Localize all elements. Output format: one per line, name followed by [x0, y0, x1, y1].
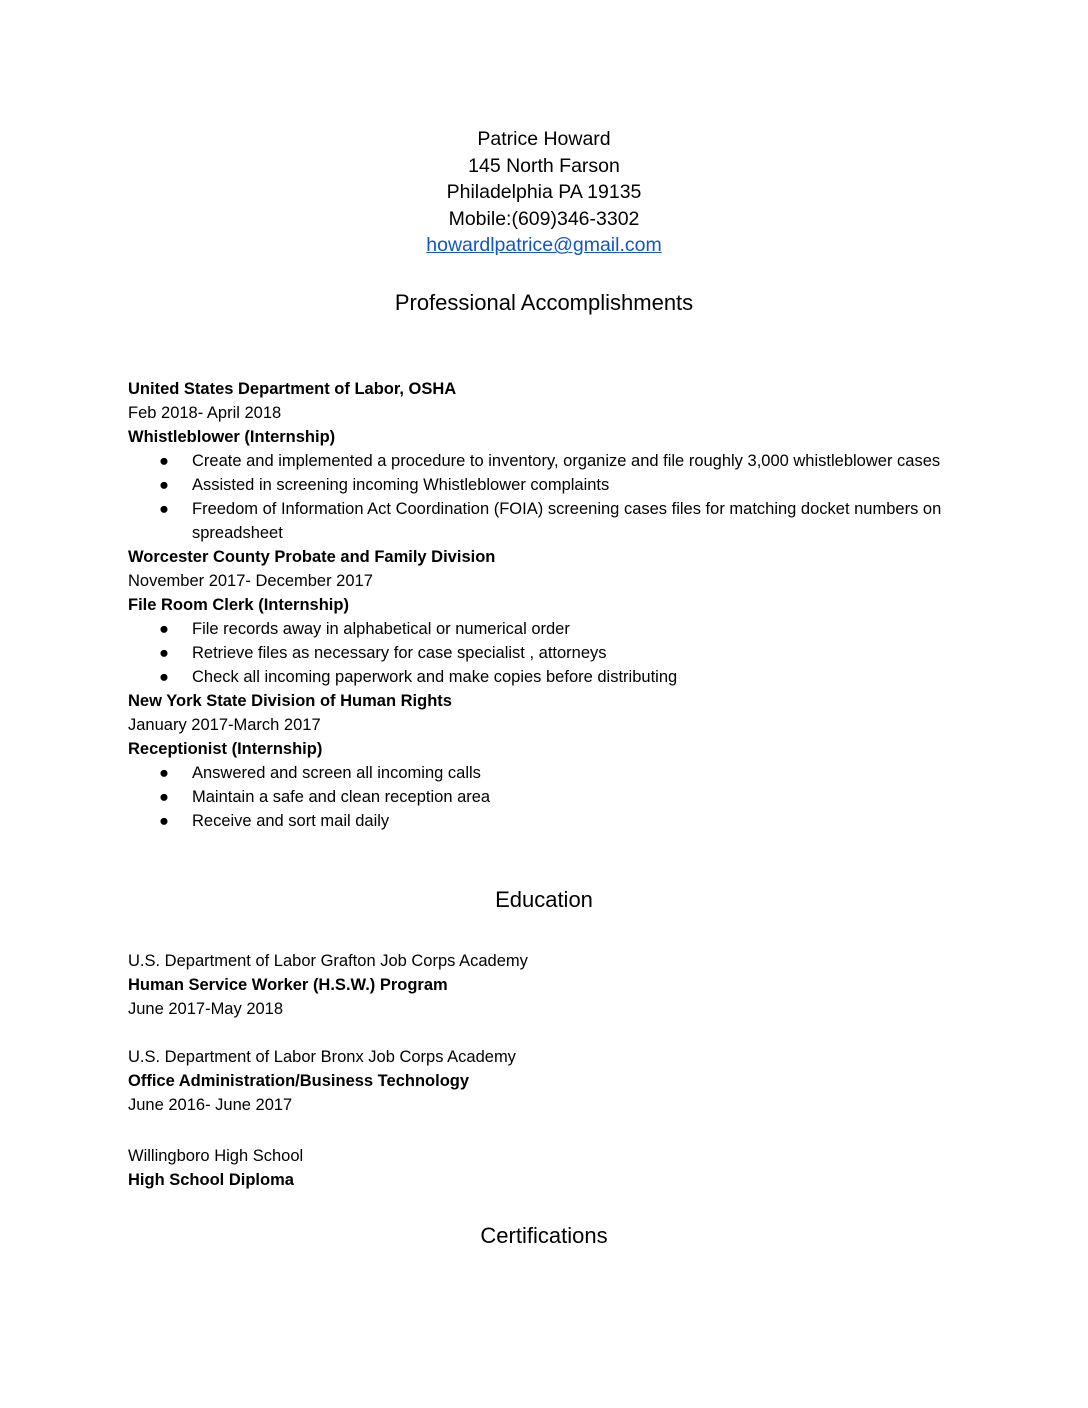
- list-item: ● File records away in alphabetical or numerical order: [128, 617, 968, 641]
- list-item: ● Freedom of Information Act Coordination (FOIA) screening cases files for matching docket numbers on spreadsheet: [128, 497, 968, 545]
- applicant-name: Patrice Howard: [477, 128, 611, 150]
- job-role: File Room Clerk (Internship): [128, 596, 349, 614]
- program-name: Human Service Worker (H.S.W.) Program: [128, 976, 448, 994]
- program-name: Office Administration/Business Technology: [128, 1072, 470, 1090]
- list-item: ● Assisted in screening incoming Whistleblower complaints: [128, 473, 968, 497]
- email-link[interactable]: howardlpatrice@gmail.com: [426, 234, 662, 257]
- bullet-icon: ●: [159, 452, 169, 470]
- job-organization: Worcester County Probate and Family Division: [128, 548, 496, 566]
- section-title-education: Education: [495, 887, 593, 912]
- street-address: 145 North Farson: [468, 154, 620, 177]
- bullet-icon: ●: [159, 764, 169, 782]
- education-dates: June 2016- June 2017: [128, 1096, 293, 1114]
- list-item: ● Retrieve files as necessary for case specialist , attorneys: [128, 641, 968, 665]
- job-dates: November 2017- December 2017: [128, 572, 373, 590]
- job-organization: United States Department of Labor, OSHA: [128, 380, 457, 398]
- section-title-certifications: Certifications: [480, 1223, 608, 1248]
- bullet-icon: ●: [159, 500, 169, 518]
- bullet-icon: ●: [159, 668, 169, 686]
- job-dates: January 2017-March 2017: [128, 716, 321, 734]
- job-role: Whistleblower (Internship): [128, 428, 336, 446]
- bullet-icon: ●: [159, 812, 169, 830]
- job-role: Receptionist (Internship): [128, 740, 323, 758]
- bullet-icon: ●: [159, 620, 169, 638]
- school-name: U.S. Department of Labor Grafton Job Corps Academy: [128, 952, 528, 970]
- list-item: ● Answered and screen all incoming calls: [128, 761, 968, 785]
- program-name: High School Diploma: [128, 1171, 294, 1189]
- section-title-accomplishments: Professional Accomplishments: [394, 290, 694, 315]
- school-name: U.S. Department of Labor Bronx Job Corps Academy: [128, 1048, 516, 1066]
- job-organization: New York State Division of Human Rights: [128, 692, 452, 710]
- education-dates: June 2017-May 2018: [128, 1000, 284, 1018]
- city-state-zip: Philadelphia PA 19135: [446, 181, 642, 204]
- list-item: ● Maintain a safe and clean reception area: [128, 785, 968, 809]
- contact-header: [0, 126, 1088, 259]
- bullet-icon: ●: [159, 644, 169, 662]
- bullet-icon: ●: [159, 788, 169, 806]
- bullet-icon: ●: [159, 476, 169, 494]
- education-list: [128, 949, 968, 1192]
- mobile-number: Mobile:(609)346-3302: [448, 207, 640, 230]
- job-dates: Feb 2018- April 2018: [128, 404, 282, 422]
- list-item: ● Receive and sort mail daily: [128, 809, 968, 833]
- list-item: ● Check all incoming paperwork and make copies before distributing: [128, 665, 968, 689]
- experience-list: [128, 377, 968, 833]
- school-name: Willingboro High School: [128, 1147, 304, 1165]
- list-item: ● Create and implemented a procedure to inventory, organize and file roughly 3,000 whistleblower cases: [128, 449, 968, 473]
